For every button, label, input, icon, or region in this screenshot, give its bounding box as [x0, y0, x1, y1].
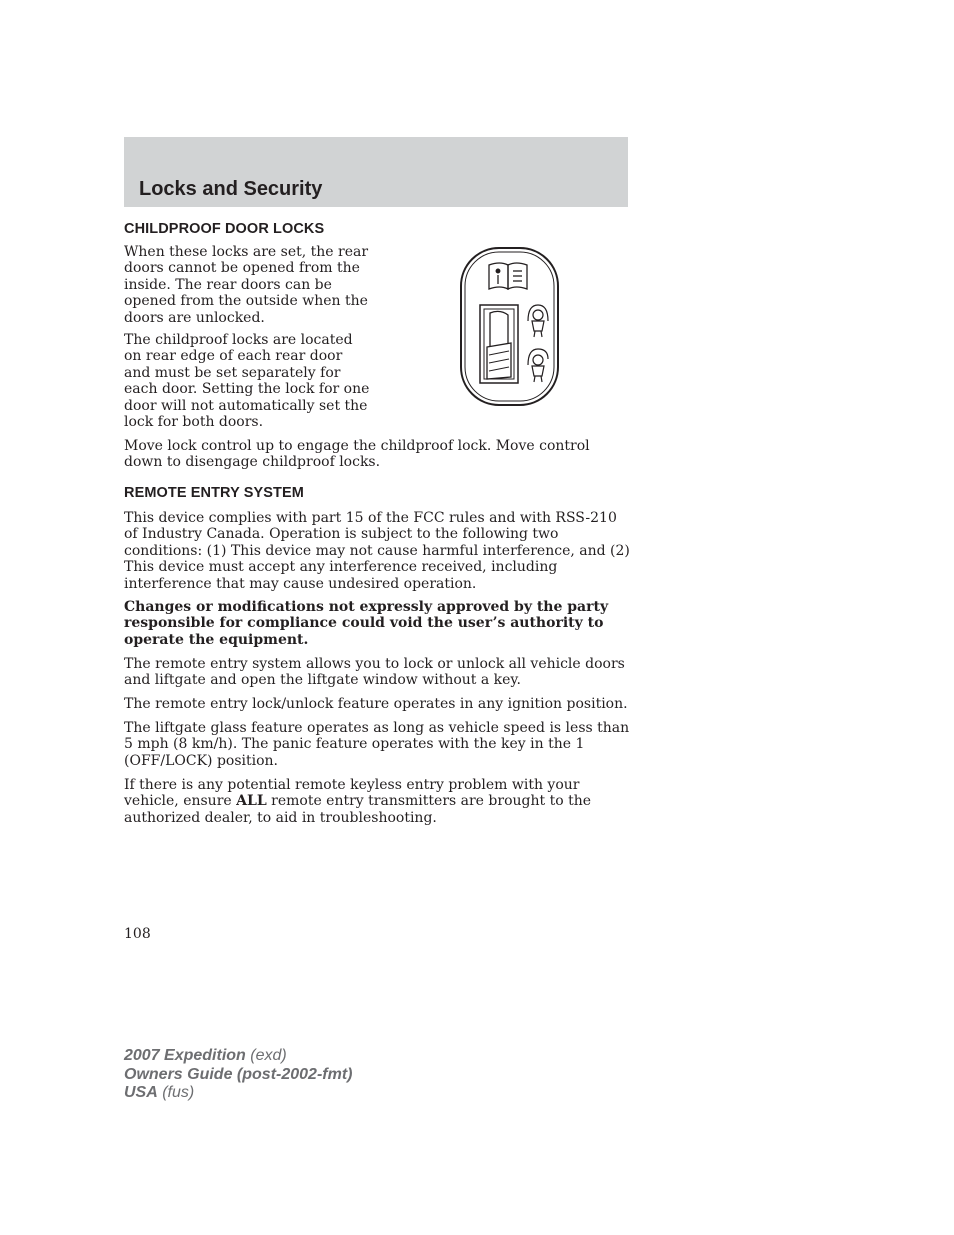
- footer-market: USA: [124, 1084, 158, 1101]
- remote-entry-paragraph-6: [124, 777, 630, 826]
- footer-model: 2007 Expedition: [124, 1047, 246, 1064]
- remote-entry-paragraph-1: This device complies with part 15 of the FCC rules and with RSS-210 of Industry Canada. Operation is subject to the following two conditions: (1) This device may not cause harmful interference, and (2) This device must accept any interference received, including interference that may cause undesired operation.: [124, 510, 630, 592]
- childproof-locks-heading: CHILDPROOF DOOR LOCKS: [124, 221, 325, 237]
- childproof-paragraph-2: The childproof locks are located on rear edge of each rear door and must be set separately for each door. Setting the lock for one door will not automatically set the lock for both doors.: [124, 332, 370, 431]
- childproof-paragraph-1: When these locks are set, the rear doors cannot be opened from the inside. The rear doors can be opened from the outside when the doors are unlocked.: [124, 244, 369, 326]
- footer-model-code: (exd): [245, 1047, 287, 1064]
- remote-entry-warning: Changes or modifications not expressly approved by the party responsible for compliance could void the user’s authority to operate the equipment.: [124, 599, 609, 648]
- childproof-paragraph-3: Move lock control up to engage the childproof lock. Move control down to disengage childproof locks.: [124, 438, 590, 471]
- footer-market-code: (fus): [157, 1084, 195, 1101]
- remote-entry-heading: REMOTE ENTRY SYSTEM: [124, 485, 304, 501]
- remote-entry-paragraph-3: The remote entry system allows you to lock or unlock all vehicle doors and liftgate and open the liftgate window without a key.: [124, 656, 625, 689]
- remote-entry-paragraph-4: The remote entry lock/unlock feature operates in any ignition position.: [124, 696, 628, 712]
- section-header-band: [124, 137, 628, 207]
- remote-entry-paragraph-5: The liftgate glass feature operates as long as vehicle speed is less than 5 mph (8 km/h). The panic feature operates with the key in the 1 (OFF/LOCK) position.: [124, 720, 630, 769]
- document-footer: [124, 1047, 352, 1103]
- paragraph-6-start: If there is any potential remote keyless entry problem with your vehicle, ensure: [124, 777, 580, 810]
- page-title: Locks and Security: [139, 178, 323, 200]
- footer-guide: Owners Guide (post-2002-fmt): [124, 1065, 353, 1083]
- paragraph-6-emphasis: ALL: [236, 793, 267, 810]
- page-number: 108: [124, 926, 151, 942]
- childproof-lock-illustration-icon: [456, 243, 566, 408]
- paragraph-6-end: remote entry transmitters are brought to the authorized dealer, to aid in troubleshooting.: [124, 793, 592, 826]
